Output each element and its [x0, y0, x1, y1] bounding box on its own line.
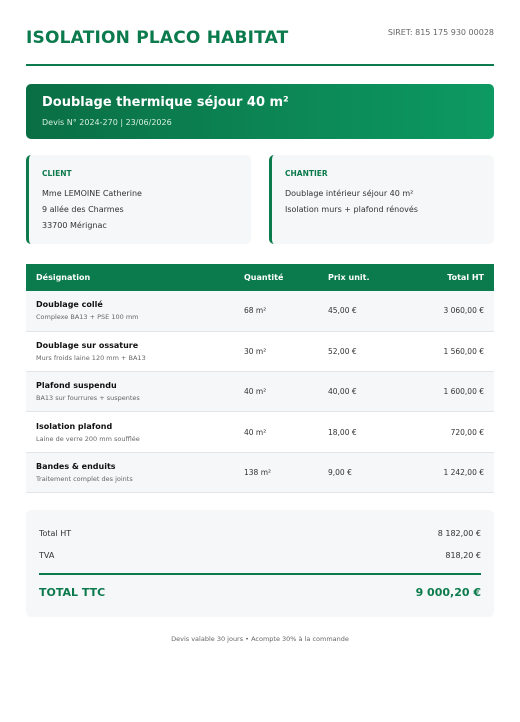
item-quantity: 138 m²: [244, 467, 272, 477]
column-header-quantity: Quantité: [244, 273, 284, 282]
item-total: 1 242,00 €: [443, 467, 484, 477]
total-ht-label: Total HT: [39, 529, 72, 538]
total-ttc-label: TOTAL TTC: [39, 586, 106, 599]
item-total: 1 560,00 €: [443, 346, 484, 356]
totals-panel: [26, 510, 494, 617]
table-row: [26, 372, 494, 412]
item-total: 3 060,00 €: [443, 306, 484, 316]
client-street: 9 allée des Charmes: [42, 205, 124, 214]
item-description: BA13 sur fourrures + suspentes: [36, 394, 140, 403]
company-name: ISOLATION PLACO HABITAT: [26, 28, 289, 48]
table-row: [26, 412, 494, 452]
item-total: 720,00 €: [450, 427, 484, 437]
table-header-row: [26, 264, 494, 291]
item-name: Isolation plafond: [36, 421, 113, 431]
item-unit-price: 9,00 €: [328, 467, 352, 477]
client-card: [26, 155, 251, 244]
totals-divider: [39, 573, 481, 575]
item-quantity: 40 m²: [244, 427, 267, 437]
item-description: Complexe BA13 + PSE 100 mm: [36, 313, 139, 322]
client-card-title: CLIENT: [42, 169, 72, 178]
item-total: 1 600,00 €: [443, 387, 484, 397]
document-header: [26, 0, 494, 66]
column-header-designation: Désignation: [36, 273, 91, 282]
siret-number: SIRET: 815 175 930 00028: [387, 28, 494, 37]
item-quantity: 30 m²: [244, 346, 267, 356]
table-row: [26, 331, 494, 371]
client-city: 33700 Mérignac: [42, 221, 107, 230]
quote-reference: Devis N° 2024-270 | 23/06/2026: [42, 118, 172, 127]
site-scope: Isolation murs + plafond rénovés: [285, 205, 418, 214]
total-ht-value: 8 182,00 €: [437, 529, 481, 538]
item-unit-price: 45,00 €: [328, 306, 357, 316]
quote-title: Doublage thermique séjour 40 m²: [42, 95, 289, 110]
quote-banner: [26, 84, 494, 139]
footer-note: Devis valable 30 jours • Acompte 30% à la commande: [171, 635, 349, 643]
column-header-total: Total HT: [447, 273, 484, 282]
table-row: [26, 291, 494, 331]
item-description: Murs froids laine 120 mm + BA13: [36, 353, 146, 362]
item-name: Plafond suspendu: [36, 381, 117, 391]
quote-table: [26, 264, 494, 493]
site-description: Doublage intérieur séjour 40 m²: [285, 189, 414, 198]
item-name: Doublage collé: [36, 300, 103, 310]
column-header-unit-price: Prix unit.: [328, 273, 370, 282]
site-card-title: CHANTIER: [285, 169, 328, 178]
item-unit-price: 40,00 €: [328, 387, 357, 397]
item-quantity: 68 m²: [244, 306, 267, 316]
total-ttc-value: 9 000,20 €: [415, 586, 481, 599]
item-name: Bandes & enduits: [36, 461, 116, 471]
item-unit-price: 18,00 €: [328, 427, 357, 437]
site-card: [269, 155, 494, 244]
item-name: Doublage sur ossature: [36, 340, 139, 350]
item-quantity: 40 m²: [244, 387, 267, 397]
table-row: [26, 452, 494, 492]
item-description: Laine de verre 200 mm soufflée: [36, 434, 140, 443]
tva-label: TVA: [39, 551, 55, 560]
client-name: Mme LEMOINE Catherine: [42, 189, 142, 198]
tva-value: 818,20 €: [445, 551, 481, 560]
item-description: Traitement complet des joints: [36, 474, 133, 483]
item-unit-price: 52,00 €: [328, 346, 357, 356]
